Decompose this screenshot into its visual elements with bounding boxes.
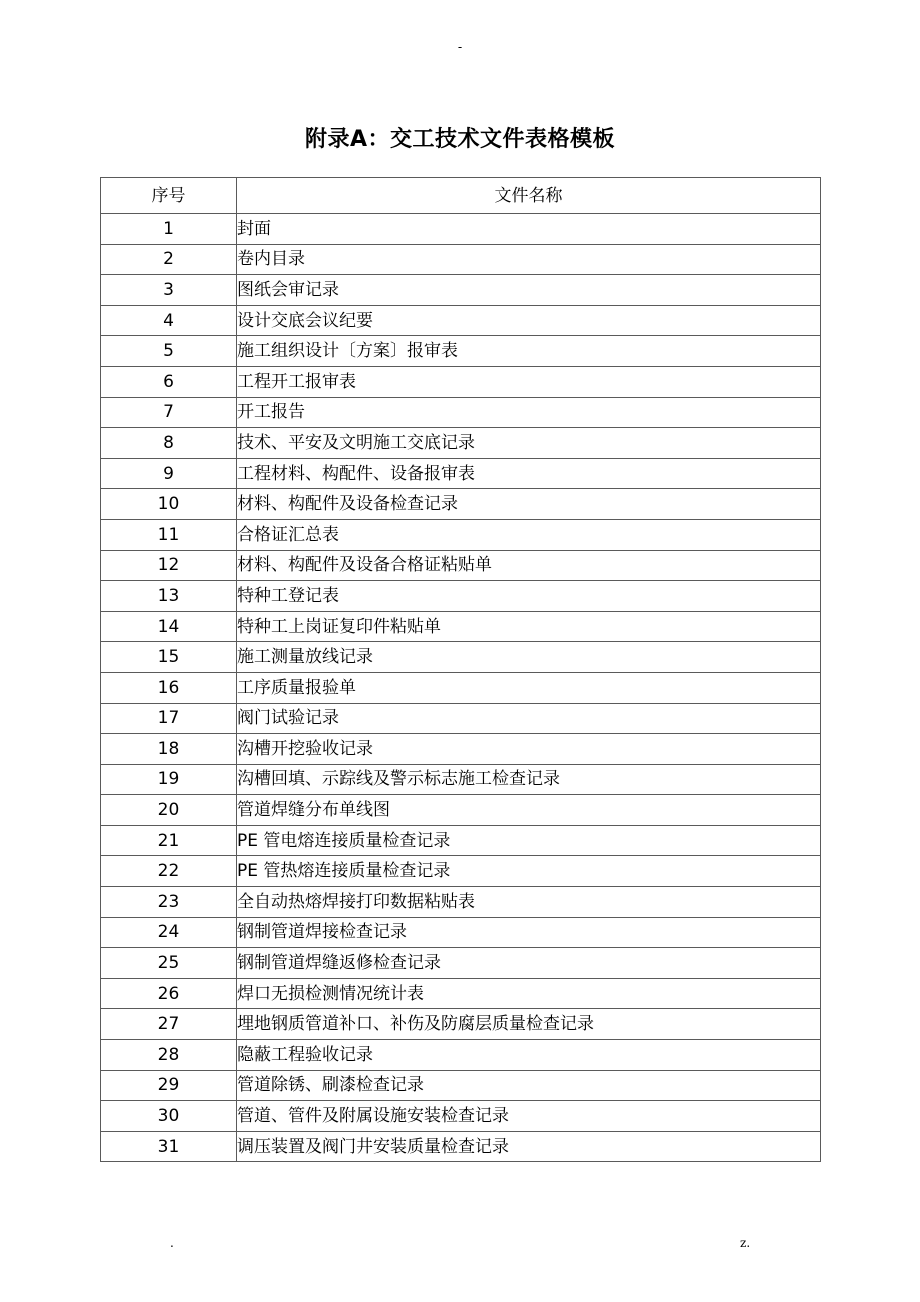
table-row xyxy=(101,489,821,520)
row-sequence-number: 18 xyxy=(101,734,237,765)
column-header-file-name: 文件名称 xyxy=(237,178,821,214)
row-sequence-number: 20 xyxy=(101,795,237,826)
table-row xyxy=(101,550,821,581)
table-row xyxy=(101,1070,821,1101)
row-sequence-number: 31 xyxy=(101,1131,237,1162)
row-file-name: 调压装置及阀门井安装质量检查记录 xyxy=(237,1131,821,1162)
table-row xyxy=(101,611,821,642)
row-sequence-number: 21 xyxy=(101,825,237,856)
table-row xyxy=(101,978,821,1009)
row-sequence-number: 5 xyxy=(101,336,237,367)
row-file-name: 隐蔽工程验收记录 xyxy=(237,1040,821,1071)
row-sequence-number: 28 xyxy=(101,1040,237,1071)
table-header-row xyxy=(101,178,821,214)
table-row xyxy=(101,275,821,306)
row-file-name: 管道、管件及附属设施安装检查记录 xyxy=(237,1101,821,1132)
row-sequence-number: 3 xyxy=(101,275,237,306)
row-file-name: 卷内目录 xyxy=(237,244,821,275)
table-row xyxy=(101,1131,821,1162)
row-sequence-number: 7 xyxy=(101,397,237,428)
table-row xyxy=(101,703,821,734)
table-row xyxy=(101,764,821,795)
document-list-table xyxy=(100,177,821,1162)
page-header-mark: - xyxy=(457,40,463,54)
table-row xyxy=(101,305,821,336)
table-row xyxy=(101,917,821,948)
row-sequence-number: 22 xyxy=(101,856,237,887)
row-sequence-number: 14 xyxy=(101,611,237,642)
table-row xyxy=(101,856,821,887)
row-sequence-number: 4 xyxy=(101,305,237,336)
row-sequence-number: 2 xyxy=(101,244,237,275)
row-file-name: 设计交底会议纪要 xyxy=(237,305,821,336)
row-file-name: 工序质量报验单 xyxy=(237,672,821,703)
row-file-name: 特种工上岗证复印件粘贴单 xyxy=(237,611,821,642)
table-row xyxy=(101,581,821,612)
row-file-name: PE 管电熔连接质量检查记录 xyxy=(237,825,821,856)
row-file-name: 材料、构配件及设备合格证粘贴单 xyxy=(237,550,821,581)
row-file-name: 阀门试验记录 xyxy=(237,703,821,734)
row-file-name: PE 管热熔连接质量检查记录 xyxy=(237,856,821,887)
row-file-name: 施工组织设计〔方案〕报审表 xyxy=(237,336,821,367)
row-file-name: 钢制管道焊接检查记录 xyxy=(237,917,821,948)
table-row xyxy=(101,1040,821,1071)
row-sequence-number: 16 xyxy=(101,672,237,703)
row-file-name: 开工报告 xyxy=(237,397,821,428)
table-row xyxy=(101,642,821,673)
row-sequence-number: 25 xyxy=(101,948,237,979)
row-sequence-number: 17 xyxy=(101,703,237,734)
row-file-name: 材料、构配件及设备检查记录 xyxy=(237,489,821,520)
row-sequence-number: 6 xyxy=(101,366,237,397)
table-row xyxy=(101,244,821,275)
table-row xyxy=(101,366,821,397)
row-file-name: 管道焊缝分布单线图 xyxy=(237,795,821,826)
row-file-name: 特种工登记表 xyxy=(237,581,821,612)
table-row xyxy=(101,795,821,826)
table-row xyxy=(101,734,821,765)
column-header-sequence: 序号 xyxy=(101,178,237,214)
row-sequence-number: 30 xyxy=(101,1101,237,1132)
row-file-name: 合格证汇总表 xyxy=(237,519,821,550)
row-sequence-number: 24 xyxy=(101,917,237,948)
row-sequence-number: 15 xyxy=(101,642,237,673)
document-title: 附录A：交工技术文件表格模板 xyxy=(304,127,616,152)
row-sequence-number: 11 xyxy=(101,519,237,550)
table-row xyxy=(101,887,821,918)
row-file-name: 工程材料、构配件、设备报审表 xyxy=(237,458,821,489)
row-sequence-number: 12 xyxy=(101,550,237,581)
table-row xyxy=(101,948,821,979)
row-sequence-number: 9 xyxy=(101,458,237,489)
row-sequence-number: 1 xyxy=(101,214,237,245)
row-sequence-number: 19 xyxy=(101,764,237,795)
page-footer-left: . xyxy=(170,1236,174,1250)
row-file-name: 焊口无损检测情况统计表 xyxy=(237,978,821,1009)
table-row xyxy=(101,458,821,489)
row-file-name: 钢制管道焊缝返修检查记录 xyxy=(237,948,821,979)
row-file-name: 封面 xyxy=(237,214,821,245)
row-sequence-number: 29 xyxy=(101,1070,237,1101)
row-file-name: 工程开工报审表 xyxy=(237,366,821,397)
table-row xyxy=(101,428,821,459)
row-sequence-number: 27 xyxy=(101,1009,237,1040)
table-row xyxy=(101,1009,821,1040)
row-file-name: 沟槽回填、示踪线及警示标志施工检查记录 xyxy=(237,764,821,795)
row-file-name: 技术、平安及文明施工交底记录 xyxy=(237,428,821,459)
table-row xyxy=(101,1101,821,1132)
row-file-name: 沟槽开挖验收记录 xyxy=(237,734,821,765)
table-body xyxy=(101,214,821,1162)
row-sequence-number: 26 xyxy=(101,978,237,1009)
row-file-name: 施工测量放线记录 xyxy=(237,642,821,673)
table-row xyxy=(101,825,821,856)
row-sequence-number: 10 xyxy=(101,489,237,520)
table-row xyxy=(101,519,821,550)
table-row xyxy=(101,336,821,367)
table-row xyxy=(101,397,821,428)
row-file-name: 管道除锈、刷漆检查记录 xyxy=(237,1070,821,1101)
table-row xyxy=(101,672,821,703)
row-sequence-number: 13 xyxy=(101,581,237,612)
row-file-name: 全自动热熔焊接打印数据粘贴表 xyxy=(237,887,821,918)
row-sequence-number: 23 xyxy=(101,887,237,918)
row-file-name: 埋地钢质管道补口、补伤及防腐层质量检查记录 xyxy=(237,1009,821,1040)
row-sequence-number: 8 xyxy=(101,428,237,459)
page-footer-right: z. xyxy=(740,1236,751,1250)
row-file-name: 图纸会审记录 xyxy=(237,275,821,306)
table-row xyxy=(101,214,821,245)
